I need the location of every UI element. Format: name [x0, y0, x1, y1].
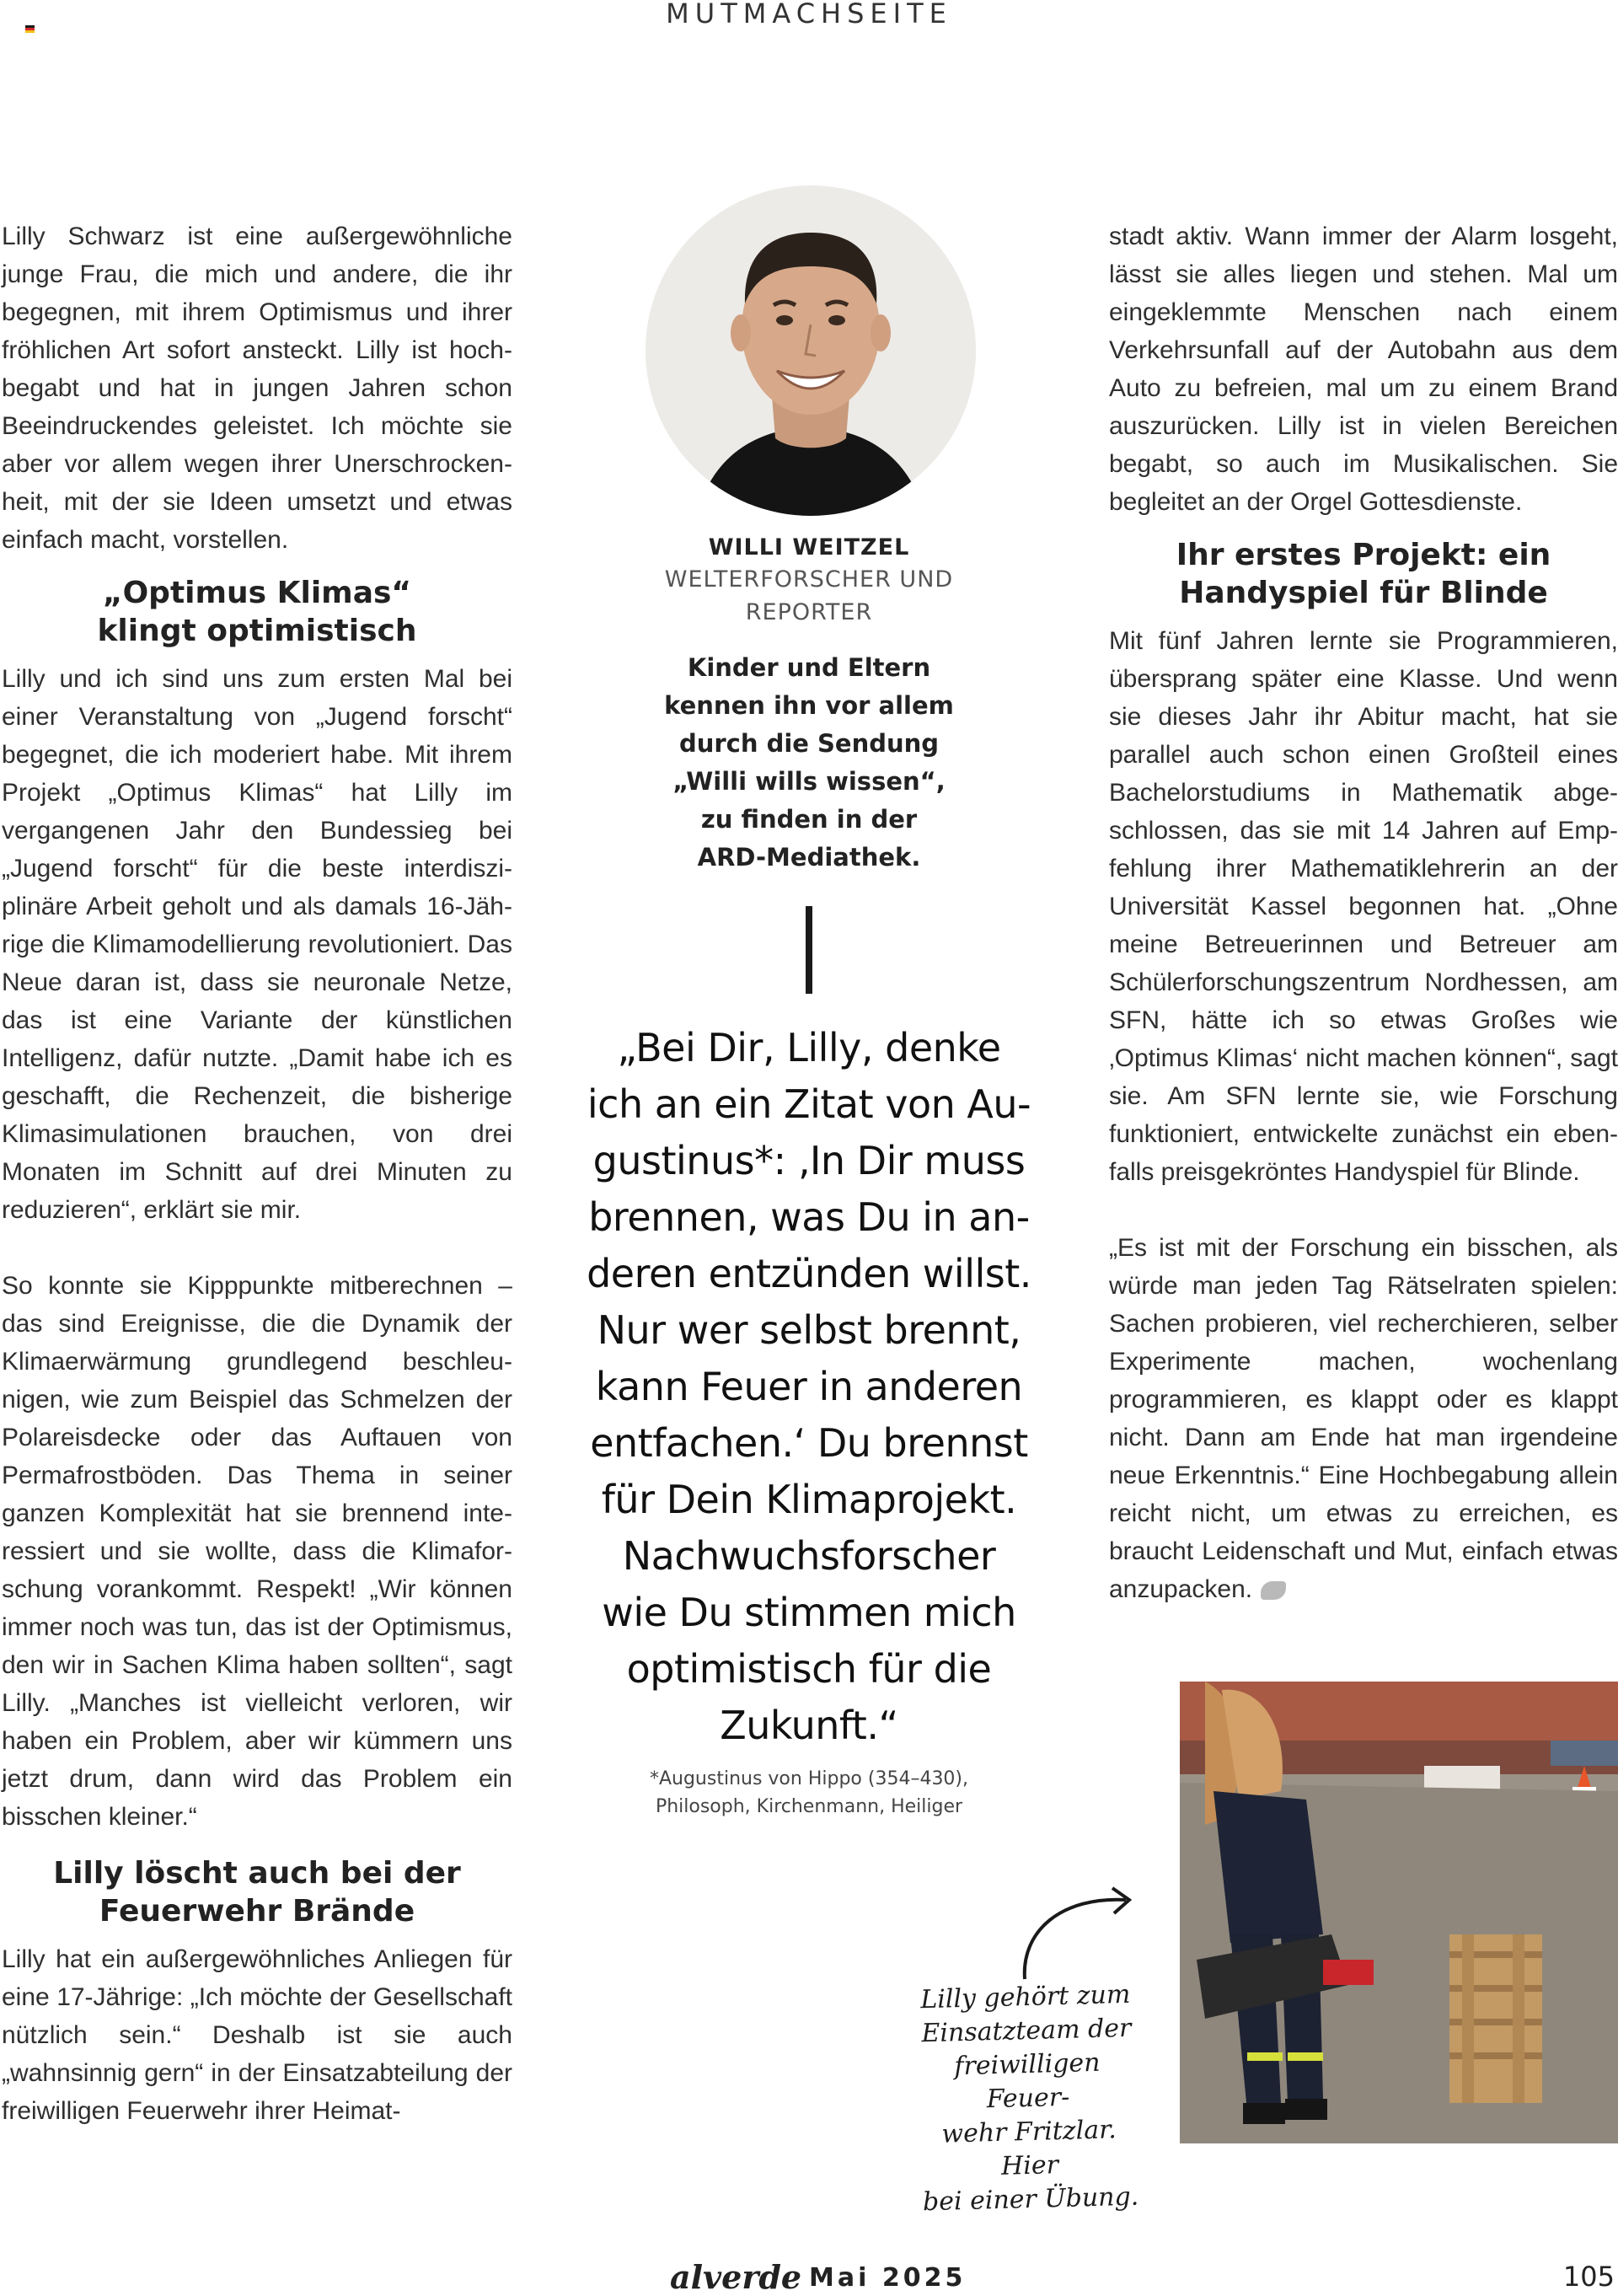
intro-line: ARD-Mediathek. — [697, 843, 921, 872]
paragraph-text: „Es ist mit der Forschung ein bisschen, als würde man jeden Tag Rätselraten spielen: Sachen probieren, viel recherchieren, selber Experimente machen, wochenlang programmieren, es klappt oder es klappt nicht. Dann am Ende hat man irgendeine neue Erkenntnis.“ Eine Hochbegabung allein reicht nicht, um etwas zu erreichen, es braucht Leidenschaft und Mut, einfach etwas anzupacken. — [1109, 1234, 1618, 1603]
caption-line: bei einer Übung. — [922, 2181, 1139, 2218]
intro-line: „Willi wills wissen“, — [672, 767, 946, 796]
footnote — [590, 1765, 1028, 1821]
section-label: MUTMACHSEITE — [666, 0, 952, 30]
quote-line: für Dein Klimaprojekt. — [601, 1477, 1017, 1522]
caption-line: Lilly gehört zum — [919, 1979, 1131, 2015]
quote-line: entfachen.‘ Du brennst — [590, 1420, 1028, 1466]
caption-line: freiwilligen Feuer- — [953, 2047, 1101, 2115]
curved-arrow-icon — [1011, 1880, 1146, 1989]
caption-line: Einsatzteam der — [921, 2013, 1132, 2049]
portrait-avatar — [646, 185, 976, 516]
left-paragraph-3: So konnte sie Kipppunkte mitberechnen – das sind Ereignisse, die die Dynamik der Klimaerwärmung grundlegend beschleunigen, wie zum Beispiel das Schmelzen der Polareisdecke oder das Auftauen von Permafrostböden. Das Thema in seiner ganzen Komplexität hat sie brennend interessiert und sie wollte, dass die Klimaforschung vorankommt. Respekt! „Wir können immer noch was tun, das ist der Optimismus, den wir in Sachen Klima haben sollten“, sagt Lilly. „Manches ist vielleicht verloren, wir haben ein Problem, aber wir kümmern uns jetzt drum, dann wird das Problem ein bisschen kleiner.“ — [2, 1272, 512, 1831]
page-number: 105 — [1562, 2261, 1615, 2293]
quote-line: ich an ein Zitat von Au- — [587, 1081, 1031, 1127]
portrait-illustration — [646, 185, 976, 516]
firefighter-photo — [1180, 1682, 1618, 2143]
right-paragraph-3 — [1109, 1229, 1618, 1608]
subheading-line: Handyspiel für Blinde — [1179, 576, 1548, 610]
brand-logo: alverde — [670, 2258, 802, 2296]
subheading-handyspiel — [1109, 536, 1618, 612]
author-info — [581, 533, 1037, 877]
author-role: WELTERFORSCHER UND — [664, 566, 954, 593]
quote-line: Nachwuchsforscher — [622, 1533, 996, 1579]
left-paragraph-4: Lilly hat ein außergewöhnliches Anliegen für eine 17-Jährige: „Ich möchte der Gesellschaft nützlich sein.“ Deshalb ist sie auch „wahnsinnig gern“ in der Einsatzabteilung der freiwilligen Feuerwehr ihrer Heimat- — [2, 1945, 512, 2125]
subheading-line: klingt optimistisch — [97, 614, 417, 648]
intro-line: kennen ihn vor allem — [664, 691, 954, 720]
quote-line: brennen, was Du in an- — [588, 1194, 1030, 1240]
left-column — [2, 217, 512, 2130]
subheading-line: Lilly löscht auch bei der — [53, 1856, 461, 1891]
quote-line: „Bei Dir, Lilly, denke — [617, 1025, 1001, 1070]
quote-line: gustinus*: ‚In Dir muss — [592, 1138, 1026, 1183]
flag-icon — [25, 25, 35, 33]
left-paragraph-2: Lilly und ich sind uns zum ersten Mal bei einer Veranstaltung von „Jugend forscht“ begegnet, die ich moderiert habe. Mit ihrem Projekt „Optimus Klimas“ hat Lilly im vergangenen Jahr den Bundessieg bei „Jugend forscht“ für die beste interdisziplinäre Arbeit geholt und als damals 16-Jährige die Klimamodellierung revolutioniert. Das Neue daran ist, dass sie neuronale Netze, das ist eine Variante der künstlichen Intelligenz, dafür nutzte. „Damit habe ich es geschafft, die Rechenzeit, die bisherige Klimasimulationen brauchen, von drei Monaten im Schnitt auf drei Minuten zu reduzieren“, erklärt sie mir. — [2, 665, 512, 1224]
intro-line: zu finden in der — [700, 805, 918, 834]
footnote-line: *Augustinus von Hippo (354–430), — [649, 1768, 969, 1789]
intro-line: durch die Sendung — [678, 729, 940, 758]
quote-line: optimistisch für die — [626, 1646, 992, 1692]
author-name: WILLI WEITZEL — [708, 534, 910, 561]
caption-line: wehr Fritzlar. Hier — [940, 2115, 1117, 2181]
quote-line: wie Du stimmen mich — [602, 1590, 1016, 1635]
vertical-divider — [806, 906, 812, 994]
subheading-line: Ihr erstes Projekt: ein — [1176, 538, 1551, 572]
end-mark-icon — [1261, 1581, 1286, 1600]
quote-line: Zukunft.“ — [720, 1703, 898, 1748]
photo-illustration — [1180, 1682, 1618, 2143]
intro-line: Kinder und Eltern — [687, 653, 931, 682]
quote-line: deren entzünden willst. — [587, 1251, 1031, 1296]
right-paragraph-1: stadt aktiv. Wann immer der Alarm losgeht, lässt sie alles liegen und stehen. Mal um eingeklemmte Menschen nach einem Verkehrsunfall auf der Autobahn aus dem Auto zu befreien, mal um zu einem Brand auszurücken. Lilly ist in vielen Bereichen begabt, so auch im Musikalischen. Sie begleitet an der Orgel Gottesdienste. — [1109, 223, 1618, 516]
quote-line: Nur wer selbst brennt, — [597, 1307, 1021, 1353]
photo-caption — [907, 1977, 1149, 2219]
pull-quote — [573, 1020, 1045, 1754]
issue-date: Mai 2025 — [809, 2263, 967, 2293]
footnote-line: Philosoph, Kirchenmann, Heiliger — [655, 1796, 963, 1817]
left-paragraph-1: Lilly Schwarz ist eine außergewöhnliche junge Frau, die mich und andere, die ihr begegnen, mit ihrem Optimismus und ihrer fröhlichen Art sofort ansteckt. Lilly ist hochbegabt und hat in jungen Jahren schon Beeindruckendes geleistet. Ich möchte sie aber vor allem wegen ihrer Unerschrockenheit, mit der sie Ideen umsetzt und etwas einfach macht, vorstellen. — [2, 223, 512, 554]
subheading-line: Feuerwehr Brände — [99, 1894, 415, 1929]
right-paragraph-2: Mit fünf Jahren lernte sie Programmieren, übersprang später eine Klasse. Und wenn sie dieses Jahr ihr Abitur macht, hat sie parallel auch schon einen Großteil eines Bachelorstudiums in Mathematik abgeschlossen, das sie mit 14 Jahren auf Empfehlung ihrer Mathematiklehrerin an der Universität Kassel begonnen hat. „Ohne meine Betreuerinnen und Betreuer am Schülerforschungszentrum Nordhessen, am SFN, hätte ich so etwas Großes wie ‚Optimus Klimas‘ nicht machen können“, sagt sie. Am SFN lernte sie, wie Forschung funktioniert, entwickelte zunächst ein ebenfalls preisgekröntes Handyspiel für Blinde. — [1109, 627, 1618, 1186]
subheading-feuerwehr — [2, 1854, 512, 1930]
right-column — [1109, 217, 1618, 1608]
quote-line: kann Feuer in anderen — [595, 1364, 1023, 1409]
subheading-line: „Optimus Klimas“ — [102, 576, 412, 610]
subheading-optimus-klimas — [2, 574, 512, 650]
author-role: REPORTER — [745, 599, 873, 625]
